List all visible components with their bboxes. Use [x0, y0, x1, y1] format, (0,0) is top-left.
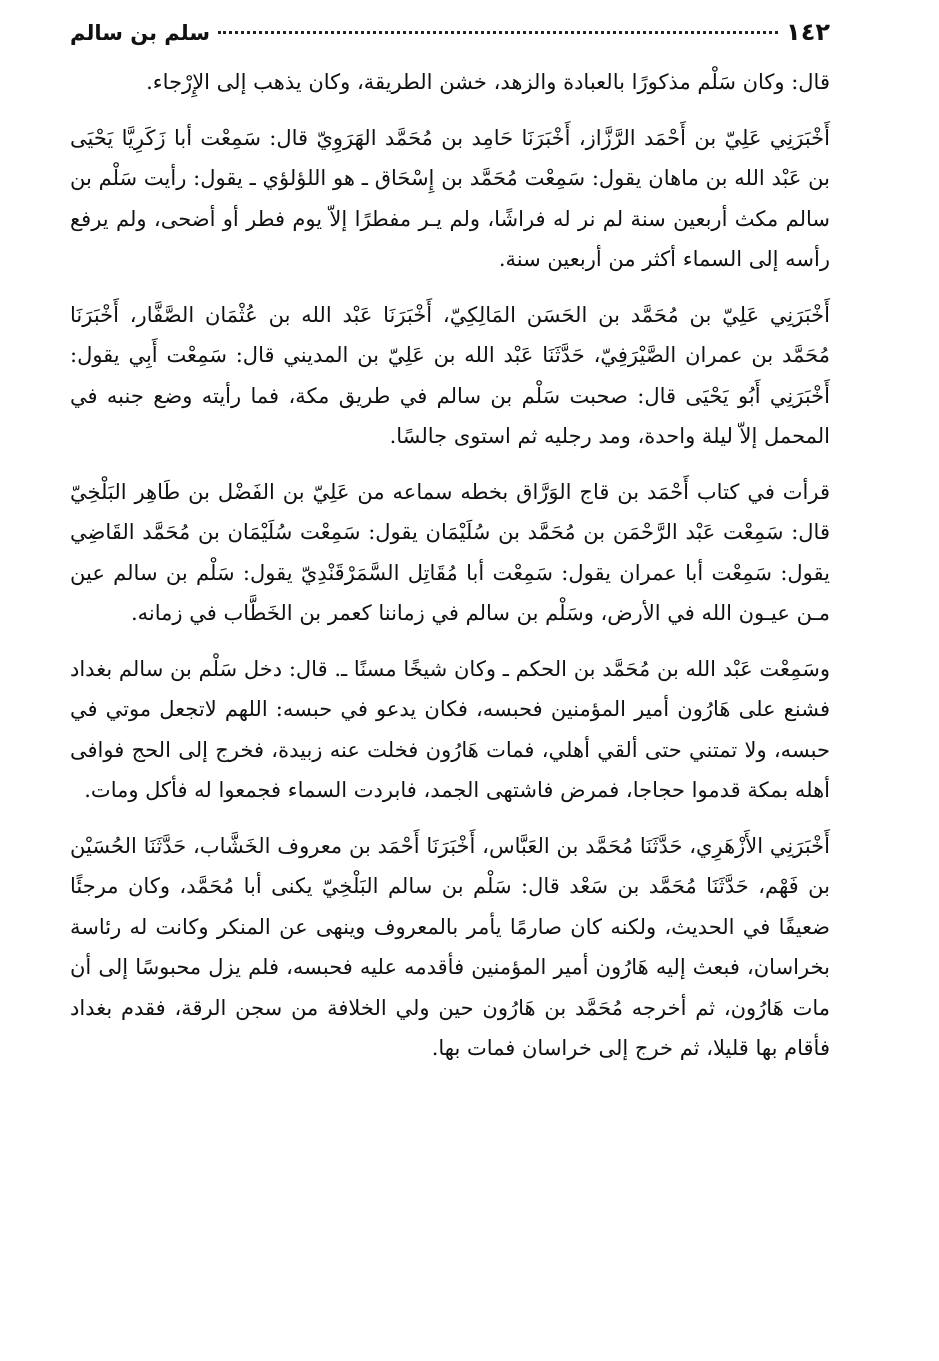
paragraph: أَخْبَرَنِي الأَزْهَرِي، حَدَّثَنَا مُحَمَّد بن العَبَّاس، أَخْبَرَنَا أَحْمَد بن معروف الخَشَّاب، حَدَّثَنَا الحُسَيْن بن فَهْم، حَدَّثَنَا مُحَمَّد بن سَعْد قال: سَلْم بن سالم البَلْخِيّ يكنى أبا مُحَمَّد، وكان مرجئًا ضعيفًا في الحديث، ولكنه كان صارمًا يأمر بالمعروف وينهى عن المنكر وكانت له رئاسة بخراسان، فبعث إليه هَارُون أمير المؤمنين فأقدمه عليه فحبسه، فلم يزل محبوسًا إلى أن مات هَارُون، ثم أخرجه مُحَمَّد بن هَارُون حين ولي الخلافة من سجن الرقة، فقدم بغداد فأقام بها قليلا، ثم خرج إلى خراسان فمات بها.: [70, 833, 830, 1060]
running-title: سلم بن سالم: [70, 21, 210, 45]
book-page: [70, 18, 830, 1084]
paragraph: أَخْبَرَنِي عَلِيّ بن مُحَمَّد بن الحَسَن المَالِكِيّ، أَخْبَرَنَا عَبْد الله بن عُثْمَان الصَّفَّار، أَخْبَرَنَا مُحَمَّد بن عمران الصَّيْرَفِيّ، حَدَّثَنَا عَبْد الله بن عَلِيّ بن المديني قال: سَمِعْت أَبِي يقول: أَخْبَرَنِي أَبُو يَحْيَى قال: صحبت سَلْم بن سالم في طريق مكة، فما رأيته وضع جنبه في المحمل إلاّ ليلة واحدة، ومد رجليه ثم استوى جالسًا.: [70, 302, 830, 448]
paragraph: أَخْبَرَنِي عَلِيّ بن أَحْمَد الرَّزَّاز، أَخْبَرَنَا حَامِد بن مُحَمَّد الهَرَوِيّ قال: سَمِعْت أبا زَكَرِيَّا يَحْيَى بن عَبْد الله بن ماهان يقول: سَمِعْت مُحَمَّد بن إِسْحَاق ـ هو اللؤلؤي ـ يقول: رأيت سَلْم بن سالم مكث أربعين سنة لم نر له فراشًا، ولم يـر مفطرًا إلاّ يوم فطر أو أضحى، ولم يرفع رأسه إلى السماء أكثر من أربعين سنة.: [70, 125, 830, 271]
page-number: ١٤٢: [786, 18, 830, 46]
page-header: [70, 18, 830, 62]
paragraph: وسَمِعْت عَبْد الله بن مُحَمَّد بن الحكم ـ وكان شيخًا مسنًا ـ. قال: دخل سَلْم بن سالم بغداد فشنع على هَارُون أمير المؤمنين فحبسه، فكان يدعو في حبسه: اللهم لاتجعل موتي في حبسه، ولا تمتني حتى ألقي أهلي، فمات هَارُون فخلت عنه زبيدة، فخرج إلى الحج فوافى أهله بمكة قدموا حجاجا، فمرض فاشتهى الجمد، فابردت السماء فجمعوا له فأكل ومات.: [70, 656, 830, 802]
paragraph: قال: وكان سَلْم مذكورًا بالعبادة والزهد، خشن الطريقة، وكان يذهب إلى الإِرْجاء.: [146, 70, 830, 94]
paragraph: قرأت في كتاب أَحْمَد بن قاج الوَرَّاق بخطه سماعه من عَلِيّ بن الفَضْل بن طَاهِر البَلْخِيّ قال: سَمِعْت عَبْد الرَّحْمَن بن مُحَمَّد بن سُلَيْمَان يقول: سَمِعْت سُلَيْمَان بن مُحَمَّد القَاضِي يقول: سَمِعْت أبا عمران يقول: سَمِعْت أبا مُقَاتِل السَّمَرْقَنْدِيّ يقول: سَلْم بن سالم عين مـن عيـون الله في الأرض، وسَلْم بن سالم في زماننا كعمر بن الخَطَّاب في زمانه.: [70, 479, 830, 625]
page-body: [70, 62, 830, 1069]
dotted-leader: [218, 31, 778, 34]
